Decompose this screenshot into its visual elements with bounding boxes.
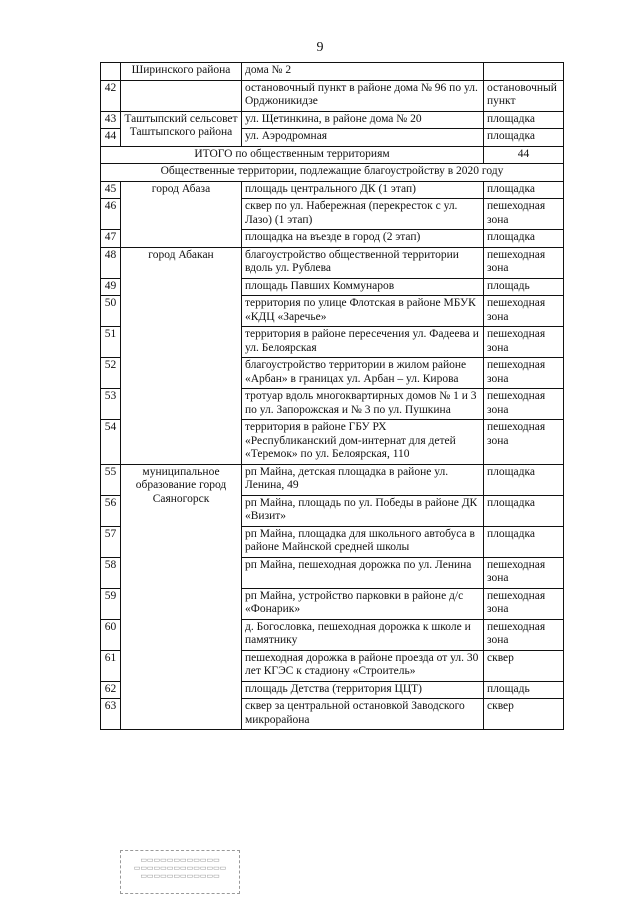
table-row <box>101 464 564 495</box>
object-cell: территория в районе пересечения ул. Фадеева и ул. Белоярская <box>242 327 484 358</box>
territory-cell: муниципальное образование город Саяногорск <box>121 464 242 730</box>
type-cell: пешеходная зона <box>484 327 564 358</box>
section-heading-row <box>101 164 564 182</box>
type-cell: пешеходная зона <box>484 588 564 619</box>
type-cell: пешеходная зона <box>484 199 564 230</box>
row-number-cell: 54 <box>101 420 121 465</box>
row-number-cell: 58 <box>101 557 121 588</box>
object-cell: площадь Павших Коммунаров <box>242 278 484 296</box>
type-cell: площадка <box>484 181 564 199</box>
type-cell: пешеходная зона <box>484 619 564 650</box>
territory-cell <box>121 80 242 111</box>
section-heading-cell: Общественные территории, подлежащие благоустройству в 2020 году <box>101 164 564 182</box>
type-cell: площадка <box>484 230 564 248</box>
object-cell: территория в районе ГБУ РХ «Республиканский дом-интернат для детей «Теремок» по ул. Белоярская, 110 <box>242 420 484 465</box>
row-number-cell: 59 <box>101 588 121 619</box>
page-number: 9 <box>316 40 324 55</box>
type-cell: площадь <box>484 278 564 296</box>
row-number-cell: 57 <box>101 526 121 557</box>
row-number-cell: 55 <box>101 464 121 495</box>
row-number-cell: 46 <box>101 199 121 230</box>
object-cell: дома № 2 <box>242 63 484 81</box>
type-cell: площадка <box>484 464 564 495</box>
type-cell <box>484 63 564 81</box>
object-cell: сквер по ул. Набережная (перекресток с ул. Лазо) (1 этап) <box>242 199 484 230</box>
territory-cell: город Абаза <box>121 181 242 247</box>
table-row <box>101 181 564 199</box>
type-cell: площадка <box>484 111 564 129</box>
row-number-cell: 56 <box>101 495 121 526</box>
table-row <box>101 63 564 81</box>
type-cell: пешеходная зона <box>484 557 564 588</box>
territories-table <box>100 62 564 730</box>
territory-cell: город Абакан <box>121 247 242 464</box>
object-cell: пешеходная дорожка в районе проезда от ул. 30 лет КГЭС к стадиону «Строитель» <box>242 650 484 681</box>
type-cell: пешеходная зона <box>484 247 564 278</box>
type-cell: площадка <box>484 495 564 526</box>
row-number-cell: 52 <box>101 358 121 389</box>
row-number-cell: 47 <box>101 230 121 248</box>
total-row <box>101 146 564 164</box>
row-number-cell: 60 <box>101 619 121 650</box>
row-number-cell: 50 <box>101 296 121 327</box>
object-cell: ул. Аэродромная <box>242 129 484 147</box>
total-label-cell: ИТОГО по общественным территориям <box>101 146 484 164</box>
row-number-cell <box>101 63 121 81</box>
total-value-cell: 44 <box>484 146 564 164</box>
row-number-cell: 49 <box>101 278 121 296</box>
type-cell: площадка <box>484 129 564 147</box>
row-number-cell: 44 <box>101 129 121 147</box>
object-cell: тротуар вдоль многоквартирных домов № 1 и 3 по ул. Запорожская и № 3 по ул. Пушкина <box>242 389 484 420</box>
type-cell: площадь <box>484 681 564 699</box>
object-cell: сквер за центральной остановкой Заводского микрорайона <box>242 699 484 730</box>
object-cell: ул. Щетинкина, в районе дома № 20 <box>242 111 484 129</box>
object-cell: остановочный пункт в районе дома № 96 по ул. Орджоникидзе <box>242 80 484 111</box>
row-number-cell: 63 <box>101 699 121 730</box>
row-number-cell: 62 <box>101 681 121 699</box>
object-cell: благоустройство территории в жилом районе «Арбан» в границах ул. Арбан – ул. Кирова <box>242 358 484 389</box>
row-number-cell: 61 <box>101 650 121 681</box>
object-cell: территория по улице Флотская в районе МБУК «КДЦ «Заречье» <box>242 296 484 327</box>
type-cell: пешеходная зона <box>484 358 564 389</box>
document-stamp: ▭▭▭▭▭▭▭▭▭▭▭▭ ▭▭▭▭▭▭▭▭▭▭▭▭▭▭ ▭▭▭▭▭▭▭▭▭▭▭▭ <box>120 850 240 894</box>
table-row <box>101 111 564 129</box>
type-cell: пешеходная зона <box>484 420 564 465</box>
object-cell: рп Майна, устройство парковки в районе д/с «Фонарик» <box>242 588 484 619</box>
type-cell: пешеходная зона <box>484 389 564 420</box>
type-cell: сквер <box>484 699 564 730</box>
type-cell: сквер <box>484 650 564 681</box>
table-row <box>101 80 564 111</box>
object-cell: д. Богословка, пешеходная дорожка к школе и памятнику <box>242 619 484 650</box>
object-cell: площадь центрального ДК (1 этап) <box>242 181 484 199</box>
table-row <box>101 247 564 278</box>
object-cell: рп Майна, пешеходная дорожка по ул. Ленина <box>242 557 484 588</box>
type-cell: пешеходная зона <box>484 296 564 327</box>
row-number-cell: 43 <box>101 111 121 129</box>
row-number-cell: 53 <box>101 389 121 420</box>
object-cell: благоустройство общественной территории вдоль ул. Рублева <box>242 247 484 278</box>
row-number-cell: 45 <box>101 181 121 199</box>
type-cell: остановочный пункт <box>484 80 564 111</box>
object-cell: рп Майна, площадка для школьного автобуса в районе Майнской средней школы <box>242 526 484 557</box>
row-number-cell: 51 <box>101 327 121 358</box>
row-number-cell: 42 <box>101 80 121 111</box>
object-cell: площадка на въезде в город (2 этап) <box>242 230 484 248</box>
object-cell: рп Майна, детская площадка в районе ул. Ленина, 49 <box>242 464 484 495</box>
territory-cell: Таштыпский сельсовет Таштыпского района <box>121 111 242 146</box>
object-cell: площадь Детства (территория ЦЦТ) <box>242 681 484 699</box>
row-number-cell: 48 <box>101 247 121 278</box>
type-cell: площадка <box>484 526 564 557</box>
object-cell: рп Майна, площадь по ул. Победы в районе ДК «Визит» <box>242 495 484 526</box>
territory-cell: Ширинского района <box>121 63 242 81</box>
